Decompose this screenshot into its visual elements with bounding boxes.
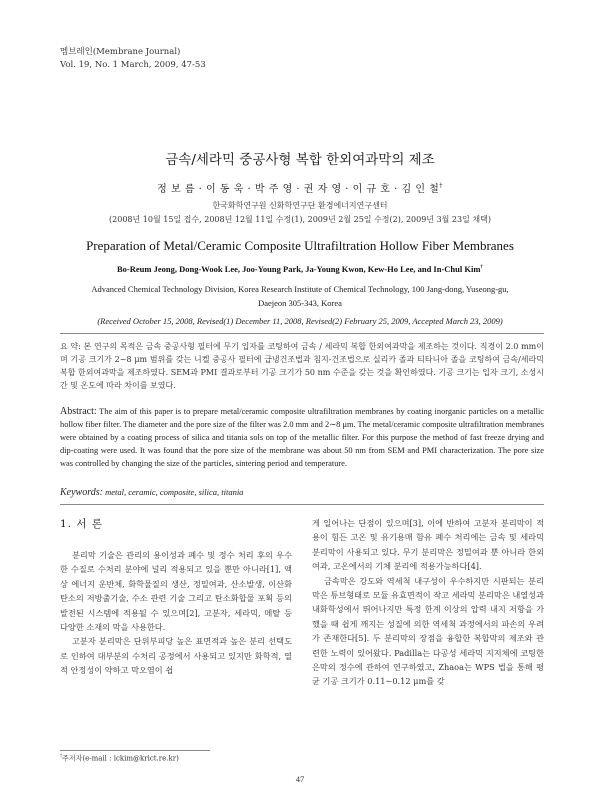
footnote-text: 주저자(e-mail : ickim@krict.re.kr): [62, 754, 179, 763]
journal-header: [60, 46, 206, 72]
authors-korean: [0, 180, 600, 195]
affiliation-english-line2: Daejeon 305-343, Korea: [258, 298, 342, 308]
paragraph: 고분자 분리막은 단위부피당 높은 표면적과 높은 분리 선택도로 인하여 대부분의 수처리 공정에서 사용되고 있지만 화학적, 열적 안정성이 약하고 막오염이 쉽: [60, 636, 292, 676]
title-english: Preparation of Metal/Ceramic Composite Ultrafiltration Hollow Fiber Membranes: [86, 238, 514, 253]
affiliation-english-line1: Advanced Chemical Technology Division, Korea Research Institute of Chemical Technology, 100 Jang-dong, Yuseong-gu,: [91, 284, 509, 294]
affiliation-korean: 한국화학연구원 신화학연구단 환경에너지연구센터: [212, 201, 388, 210]
affiliation-english: [60, 282, 540, 310]
authors-english-names: Bo-Reum Jeong, Dong-Wook Lee, Joo-Young Park, Ja-Young Kwon, Kew-Ho Lee, and In-Chul Kim: [117, 264, 481, 274]
abstract-english-text: The aim of this paper is to prepare metal/ceramic composite ultrafiltration membranes by coating inorganic particles on a metallic hollow fiber filter. The diameter and the pore size of the filter was 2.0 mm and 2∼8 μm. The metal/ceramic composite ultrafiltration membranes were obtained by a coating process of silica and titania sols on top of the metallic filter. For this purpose the method of fast freeze drying and dip-coating were used. It was found that the pore size of the membrane was about 50 nm from SEM and PMI characterization. The pore size was controlled by changing the size of the particles, sintering period and temperature.: [60, 407, 544, 468]
abstract-english: [60, 405, 544, 470]
abstract-korean-text: 본 연구의 목적은 금속 중공사형 필터에 무기 입자를 코팅하여 금속 / 세라믹 복합 한외여과막을 제조하는 것이다. 직경이 2.0 mm이며 기공 크기가 2~8 μm 범위를 갖는 니켈 중공사 필터에 급냉건조법과 침지-건조법으로 실리카 졸과 티타니아 졸을 코팅하여 금속/세라믹 복합 한외여과막을 제조하였다. SEM과 PMI 결과로부터 기공 크기가 50 nm 수준을 갖는 것을 확인하였다. 기공 크기는 입자 크기, 소성시간 및 온도에 따라 차이를 보였다.: [60, 342, 544, 390]
authors-korean-names: 정 보 름 · 이 동 욱 · 박 주 영 · 권 자 영 · 이 규 호 · 김 인 철: [157, 184, 440, 195]
journal-name: 멤브레인(Membrane Journal): [60, 47, 181, 57]
keywords: [60, 487, 544, 498]
page-number: 47: [295, 774, 305, 784]
divider-bottom: [60, 504, 544, 505]
paragraph: 게 일어나는 단점이 있으며[3], 이에 반하여 고분자 분리막이 적용이 힘든 고온 및 유기용매 함유 폐수 처리에는 금속 및 세라믹 분리막이 사용되고 있다. 무기 분리막은 정밀여과 뿐 아니라 한외여과, 고온에서의 기체 분리에 적용가능하다[4].: [312, 518, 544, 572]
footnote: [60, 753, 179, 763]
corresponding-mark-ko: †: [439, 182, 443, 190]
abstract-korean-label: 요 약:: [60, 342, 81, 351]
body-column-right: [312, 516, 544, 689]
paragraph: 분리막 기술은 관리의 용이성과 폐수 및 정수 처리 후의 우수한 수질로 수처리 분야에 널리 적용되고 있을 뿐만 아니라[1], 액상 에너지 운반체, 화학물질의 생산, 정밀여과, 산소발생, 이산화탄소의 저방출기술, 수소 관련 기술 그리고 탄소화합물 포획 등의 발전된 시스템에 적용될 수 있으며[2], 고분자, 세라믹, 메탈 등 다양한 소재의 막을 사용한다.: [60, 550, 292, 633]
footnote-divider: [60, 750, 210, 751]
corresponding-mark-en: †: [480, 264, 483, 271]
journal-issue: Vol. 19, No. 1 March, 2009, 47-53: [60, 60, 206, 70]
divider-top: [60, 333, 544, 334]
received-dates-english: (Received October 15, 2008, Revised(1) December 11, 2008, Revised(2) February 25, 2009, Accepted March 23, 2009): [97, 316, 503, 326]
paragraph: 금속막은 강도와 역세척 내구성이 우수하지만 시판되는 분리막은 튜브형태로 모듈 유효면적이 작고 세라믹 분리막은 내열성과 내화학성에서 뛰어나지만 특정 한계 이상의 압력 내지 저항을 가했을 때 쉽게 깨지는 성질에 의한 역세척 과정에서의 파손의 우려가 존재한다[5]. 두 분리막의 장점을 융합한 복합막의 제조와 관련한 노력이 있어왔다. Padilla는 다공성 세라믹 지지체에 코팅한 은막의 정수에 관하여 연구하였고, Zhaoa는 WPS 법을 통해 평균 기공 크기가 0.11∼0.12 μm를 갖: [312, 575, 544, 687]
authors-english: [0, 264, 600, 274]
title-korean: 금속/세라믹 중공사형 복합 한외여과막의 제조: [165, 152, 435, 168]
keywords-text: metal, ceramic, composite, silica, titania: [102, 487, 244, 497]
keywords-label: Keywords:: [60, 487, 103, 498]
body-column-left: [60, 548, 292, 678]
footnote-mark: †: [60, 753, 63, 758]
section-heading-introduction: 1. 서 론: [60, 518, 103, 530]
abstract-english-label: Abstract:: [60, 406, 97, 417]
received-dates-korean: (2008년 10월 15일 접수, 2008년 12월 11일 수정(1), 2009년 2월 25일 수정(2), 2009년 3월 23일 채택): [109, 215, 491, 224]
abstract-korean: [60, 340, 544, 392]
